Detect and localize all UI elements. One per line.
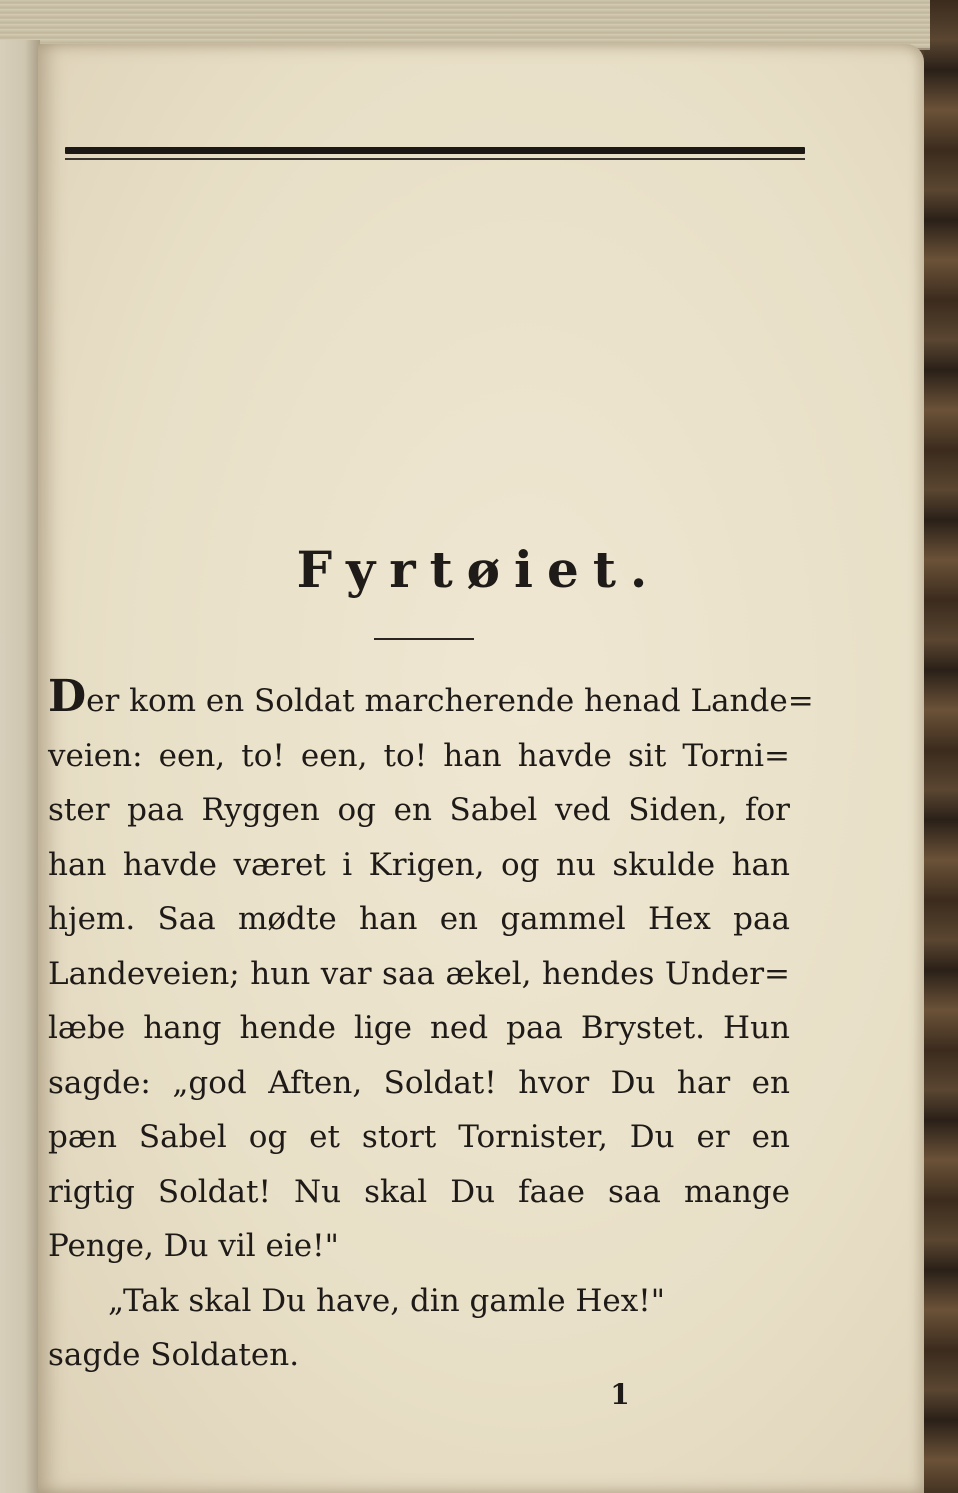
text-line: sagde: „god Aften, Soldat! hvor Du har en [48,1064,790,1101]
text-line: hjem. Saa mødte han en gammel Hex paa [48,901,790,937]
book-binding [924,0,958,1493]
text-line: Landeveien; hun var saa ækel, hendes Under= [48,955,790,992]
left-page-edge [0,40,40,1493]
header-rule-thin [65,158,805,160]
title-rule [374,638,474,640]
text-line: rigtig Soldat! Nu skal Du faae saa mange [48,1173,790,1210]
text-line: læbe hang hende lige ned paa Brystet. Hun [48,1010,790,1046]
text-line: ster paa Ryggen og en Sabel ved Siden, for [48,792,790,828]
text-line: Penge, Du vil eie!" [48,1228,339,1264]
page-edges [0,0,930,50]
drop-cap: D [48,671,87,722]
header-rule-thick [65,147,805,154]
text-line: han havde været i Krigen, og nu skulde han [48,846,790,883]
text-line: „Tak skal Du have, din gamle Hex!" [108,1282,665,1319]
story-text [48,670,814,1383]
text-line: veien: een, to! een, to! han havde sit Torni= [48,737,790,774]
text-line: pæn Sabel og et stort Tornister, Du er en [48,1119,790,1155]
page-number: 1 [610,1378,630,1411]
text-line: Der kom en Soldat marcherende henad Lande= [48,671,814,722]
page-title: Fyrtøiet. [296,540,662,599]
text-line: sagde Soldaten. [48,1337,300,1373]
